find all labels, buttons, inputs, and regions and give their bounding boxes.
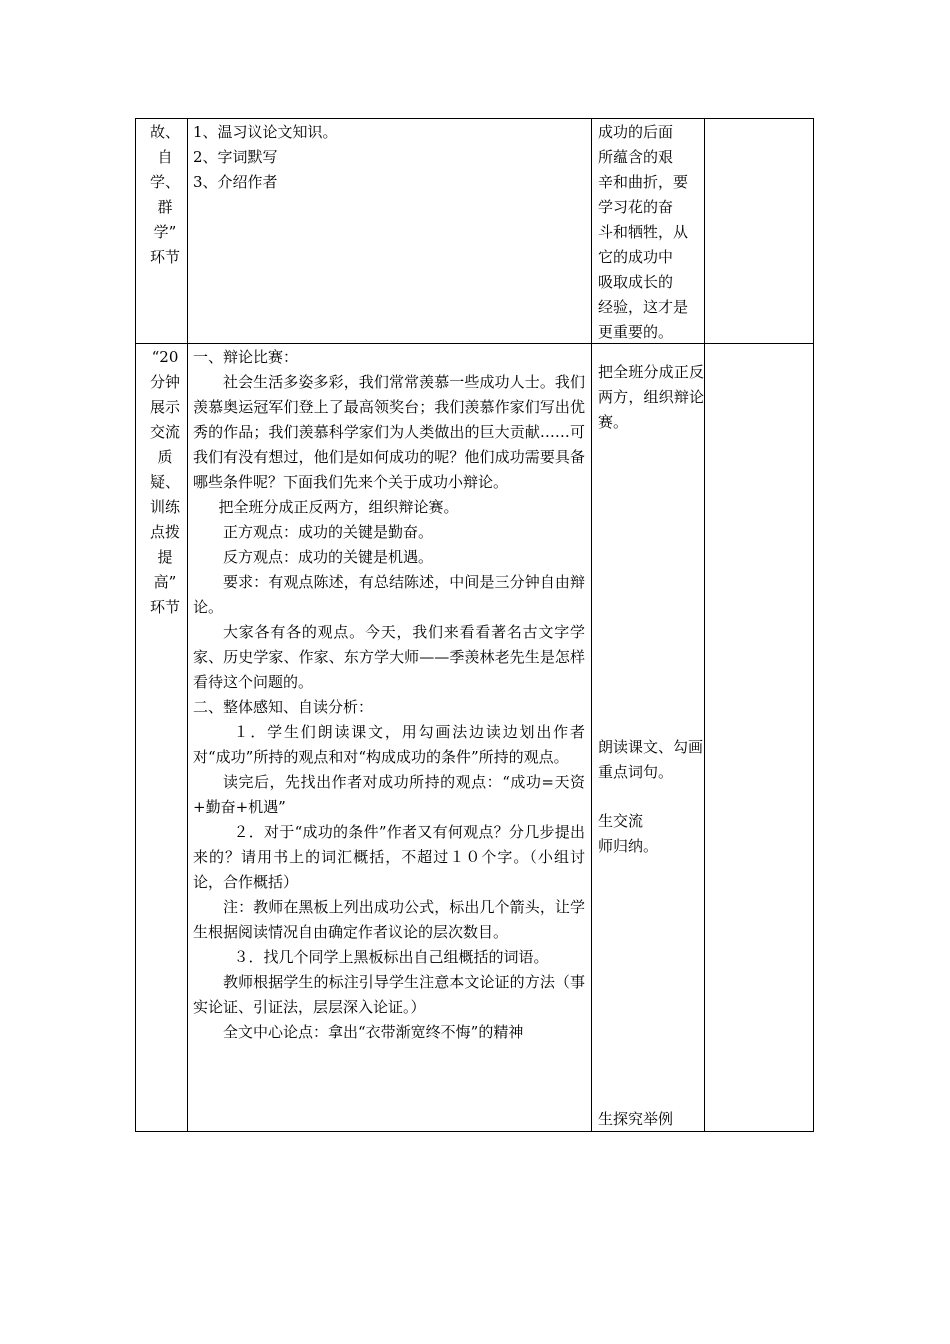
- content-line: 2、字词默写: [193, 148, 278, 166]
- paragraph: 把全班分成正反两方，组织辩论赛。: [218, 498, 459, 516]
- stage-line: 训练: [149, 498, 180, 516]
- row2-note-debate: [598, 360, 704, 435]
- stage-line: 分钟: [149, 373, 180, 391]
- stage-line: 学、: [149, 173, 180, 191]
- note-line: 斗和牺牲，从: [598, 223, 689, 241]
- note-line: 所蕴含的艰: [598, 148, 674, 166]
- stage-line: 学”: [153, 223, 177, 241]
- paragraph: 社会生活多姿多彩，我们常常羡慕一些成功人士。我们羡慕奥运冠军们登上了最高领奖台；我们羡慕作家们写出优秀的作品；我们羡慕科学家们为人类做出的巨大贡献……可我们有没有想过，他们是如何成功的呢？他们成功需要具备哪些条件呢？下面我们先来个关于成功小辩论。: [193, 373, 585, 491]
- section-heading-debate: 一、辩论比赛：: [193, 348, 299, 366]
- note-line: 师归纳。: [598, 837, 659, 855]
- stage-line: 自: [157, 148, 173, 166]
- paragraph: 全文中心论点：拿出“衣带渐宽终不悔”的精神: [223, 1023, 524, 1041]
- stage-line: 环节: [149, 598, 180, 616]
- note-text: 把全班分成正反两方，组织辩论赛。: [598, 363, 704, 431]
- stage-line: 展示: [149, 398, 180, 416]
- row2-content-cell: [193, 345, 585, 1045]
- note-line: 更重要的。: [598, 323, 674, 341]
- paragraph: １．学生们朗读课文，用勾画法边读边划出作者对“成功”所持的观点和对“构成成功的条件”所持的观点。: [193, 723, 585, 766]
- note-line: 成功的后面: [598, 123, 674, 141]
- row2-stage-cell: [144, 345, 186, 620]
- paragraph: 正方观点：成功的关键是勤奋。: [223, 523, 434, 541]
- content-line: 1、温习议论文知识。: [193, 123, 338, 141]
- note-line: 辛和曲折，要: [598, 173, 689, 191]
- column-divider: [591, 119, 592, 1131]
- stage-line: 质: [157, 448, 173, 466]
- paragraph: 读完后，先找出作者对成功所持的观点：“成功=天资+勤奋+机遇”: [193, 773, 585, 816]
- stage-line: 提: [157, 548, 173, 566]
- column-divider: [187, 119, 188, 1131]
- paragraph: 要求：有观点陈述，有总结陈述，中间是三分钟自由辩论。: [193, 573, 585, 616]
- column-divider: [704, 119, 705, 1131]
- row1-note-cell: [598, 120, 704, 345]
- section-heading-reading: 二、整体感知、自读分析：: [193, 698, 374, 716]
- note-text: 朗读课文、勾画重点词句。: [598, 738, 704, 781]
- note-line: 吸取成长的: [598, 273, 674, 291]
- paragraph: 大家各有各的观点。今天，我们来看看著名古文字学家、历史学家、作家、东方学大师——季羡林老先生是怎样看待这个问题的。: [193, 623, 585, 691]
- row-divider: [136, 343, 813, 344]
- note-line: 它的成功中: [598, 248, 674, 266]
- paragraph: ２．对于“成功的条件”作者又有何观点？分几步提出来的？请用书上的词汇概括，不超过１０个字。（小组讨论，合作概括）: [193, 823, 585, 891]
- lesson-plan-table: [135, 118, 814, 1132]
- row2-note-discussion: [598, 809, 704, 859]
- paragraph: 反方观点：成功的关键是机遇。: [223, 548, 434, 566]
- stage-line: 故、: [149, 123, 180, 141]
- row1-stage-cell: [144, 120, 186, 270]
- stage-line: 群: [157, 198, 173, 216]
- note-line: 生探究举例: [598, 1110, 674, 1128]
- stage-line: 高”: [153, 573, 177, 591]
- paragraph: 注：教师在黑板上列出成功公式，标出几个箭头，让学生根据阅读情况自由确定作者议论的层次数目。: [193, 898, 585, 941]
- stage-line: 环节: [149, 248, 180, 266]
- stage-line: “20: [151, 348, 179, 366]
- row2-note-reading: [598, 735, 704, 785]
- note-line: 学习花的奋: [598, 198, 674, 216]
- paragraph: 教师根据学生的标注引导学生注意本文论证的方法（事实论证、引证法，层层深入论证。）: [193, 973, 585, 1016]
- row2-note-explore: [598, 1107, 704, 1132]
- stage-line: 交流: [149, 423, 180, 441]
- paragraph: ３．找几个同学上黑板标出自己组概括的词语。: [233, 948, 549, 966]
- content-line: 3、介绍作者: [193, 173, 278, 191]
- note-line: 经验，这才是: [598, 298, 689, 316]
- row1-content-cell: [193, 120, 585, 195]
- stage-line: 点拨: [149, 523, 180, 541]
- note-line: 生交流: [598, 812, 644, 830]
- stage-line: 疑、: [149, 473, 180, 491]
